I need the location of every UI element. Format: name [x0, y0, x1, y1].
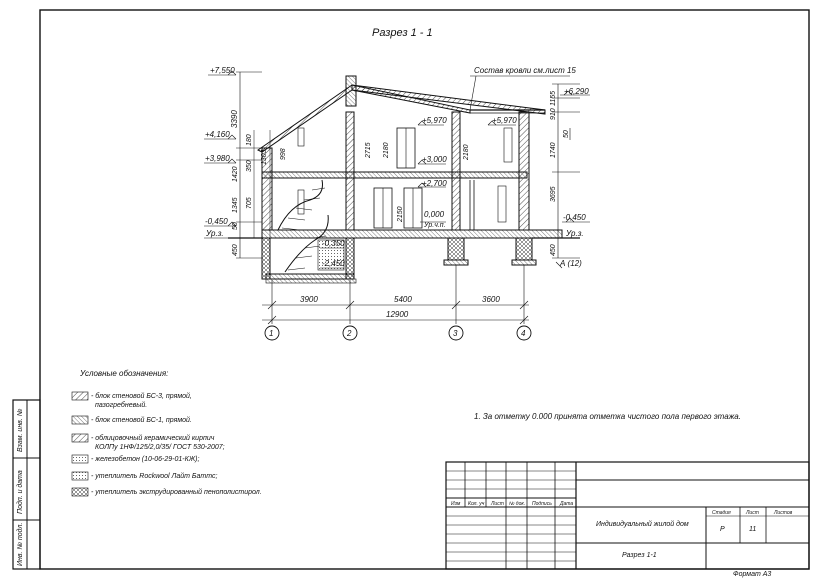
- elev-minus0350: -0,350: [322, 239, 345, 248]
- tb-header-izm: Изм: [451, 501, 461, 507]
- drawing-title: Разрез 1 - 1: [372, 27, 433, 39]
- elev-minus2450: -2,450: [322, 259, 345, 268]
- axis-4: 4: [521, 329, 526, 338]
- dim-1740: 1740: [550, 142, 557, 158]
- dim-705: 705: [246, 197, 253, 209]
- legend-title: Условные обозначения:: [80, 369, 169, 378]
- sheet-format: Формат А3: [733, 571, 772, 578]
- dim-3390: 3390: [230, 110, 239, 128]
- tb-header-sign: Подпись: [532, 501, 552, 507]
- legend: [72, 369, 262, 496]
- stamp-inventory: Инв. № подл.: [17, 522, 24, 566]
- legend-swatch-rockwool: [72, 472, 88, 480]
- tb-stage: Р: [720, 526, 725, 533]
- legend-swatch-bs3: [72, 392, 88, 400]
- dim-3695: 3695: [550, 186, 557, 202]
- axis-3: 3: [453, 329, 458, 338]
- floor-slab-2: [262, 172, 527, 178]
- node-reference: А (12): [560, 259, 582, 268]
- elev-4160: +4,160: [205, 130, 230, 139]
- tb-header-list: Лист: [491, 501, 504, 507]
- legend-item-6: - утеплитель экструдированный пенополистирол.: [91, 489, 262, 496]
- side-stamp: [13, 400, 40, 569]
- tb-header-kol: Кол. уч: [468, 501, 485, 507]
- dim-998: 998: [280, 148, 287, 160]
- basement-wall-right: [346, 238, 354, 279]
- tb-header-doc: № док.: [509, 501, 526, 507]
- floor-slab-1: [262, 230, 562, 238]
- dim-450-left: 450: [232, 244, 239, 256]
- roof-note: Состав кровли см.лист 15: [474, 66, 576, 75]
- tb-sheets-label: Листов: [774, 510, 793, 516]
- legend-item-1: - блок стеновой БС-3, прямой,: [91, 393, 192, 400]
- elev-2700: +2,700: [422, 179, 447, 188]
- tb-stage-label: Стадия: [712, 510, 731, 516]
- tb-sheet-label: Лист: [746, 510, 759, 516]
- legend-item-4: - железобетон (10-06-29-01-КЖ);: [91, 456, 200, 463]
- dim-1155: 1155: [550, 90, 557, 106]
- axis-2: 2: [347, 329, 352, 338]
- ground-label-left: Ур.з.: [206, 229, 224, 238]
- legend-item-5: - утеплитель Rockwool Лайт Баттс;: [91, 473, 218, 480]
- dim-2180-b: 2180: [463, 144, 470, 160]
- dim-50-left: 50: [232, 222, 239, 230]
- chimney: [346, 76, 356, 106]
- legend-item-2: - блок стеновой БС-1, прямой.: [91, 417, 192, 424]
- elev-3000: +3,000: [422, 155, 447, 164]
- tb-sheet: 11: [749, 526, 757, 533]
- dim-5400: 5400: [394, 295, 412, 304]
- elev-minus0450-left: -0,450: [205, 217, 228, 226]
- general-note: 1. За отметку 0.000 принята отметка чистого пола первого этажа.: [474, 412, 741, 421]
- basement-slab: [266, 274, 354, 279]
- axis-bubbles: [265, 326, 531, 340]
- dim-1420: 1420: [232, 166, 239, 182]
- stamp-replace: Взам. инв. №: [17, 408, 24, 452]
- dim-450-right: 450: [550, 244, 557, 256]
- dim-2180-a: 2180: [383, 142, 390, 158]
- legend-swatch-bs1: [72, 416, 88, 424]
- axis-1: 1: [269, 329, 274, 338]
- dim-3600: 3600: [482, 295, 500, 304]
- dim-910: 910: [550, 108, 557, 120]
- tb-header-date: Дата: [560, 501, 574, 507]
- wall-axis-3: [452, 112, 460, 230]
- elev-3980: +3,980: [205, 154, 230, 163]
- dim-1345: 1345: [232, 197, 239, 213]
- dim-50-right: 50: [563, 130, 570, 138]
- sheet-frame: [40, 10, 809, 569]
- dim-2150: 2150: [397, 206, 404, 222]
- elev-minus0450-right: -0,450: [563, 213, 586, 222]
- dim-2715: 2715: [365, 142, 372, 158]
- elev-6290: +6,290: [564, 87, 589, 96]
- dim-1303: 1303: [261, 149, 268, 165]
- dim-180: 180: [246, 134, 253, 146]
- building-section: [228, 76, 580, 283]
- dim-12900: 12900: [386, 310, 409, 319]
- dim-350: 350: [246, 160, 253, 172]
- dim-3900: 3900: [300, 295, 318, 304]
- right-dimension-chain: [552, 84, 590, 268]
- tb-sheet-name: Разрез 1-1: [622, 552, 657, 559]
- tb-project: Индивидуальный жилой дом: [596, 521, 689, 528]
- basement-wall-left: [262, 238, 270, 279]
- legend-item-1-line2: пазогребневый.: [95, 402, 148, 409]
- legend-swatch-eps: [72, 488, 88, 496]
- elev-7550: +7,550: [210, 66, 235, 75]
- legend-item-3-line2: КОЛПу 1НФ/125/2,0/35/ ГОСТ 530-2007;: [95, 444, 225, 451]
- stamp-sign-date: Подп. и дата: [17, 470, 24, 514]
- wall-axis-4: [519, 112, 529, 230]
- wall-axis-2: [346, 112, 354, 230]
- ground-label-right: Ур.з.: [566, 229, 584, 238]
- legend-swatch-concrete: [72, 455, 88, 463]
- floor-level-label: Ур.ч.п.: [424, 222, 446, 229]
- elev-5970-b: +5,970: [492, 116, 517, 125]
- legend-swatch-brick: [72, 434, 88, 442]
- elev-0000: 0,000: [424, 210, 445, 219]
- elev-5970-a: +5,970: [422, 116, 447, 125]
- legend-item-3: - облицовочный керамический кирпич: [91, 435, 215, 442]
